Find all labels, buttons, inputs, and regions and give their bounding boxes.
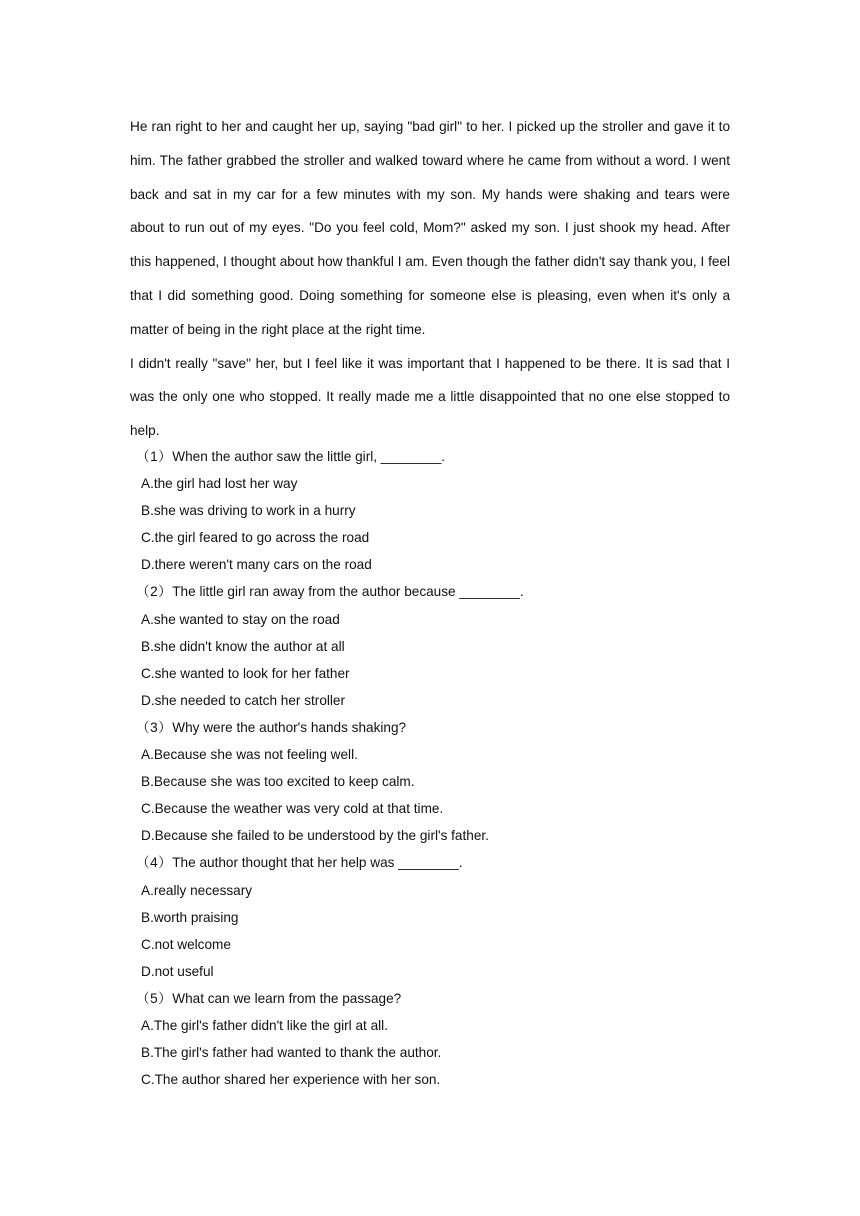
question-number: （3）: [136, 719, 173, 735]
answer-option: C.The author shared her experience with her son.: [141, 1072, 441, 1088]
answer-option: D.Because she failed to be understood by the girl's father.: [141, 828, 489, 844]
question-stem: [130, 849, 750, 876]
answer-option: B.worth praising: [141, 909, 239, 925]
answer-option: C.Because the weather was very cold at that time.: [141, 801, 444, 817]
answer-option: B.she didn't know the author at all: [141, 638, 345, 654]
question-number: （2）: [136, 584, 173, 600]
question-text: What can we learn from the passage?: [172, 990, 402, 1006]
question-text: When the author saw the little girl, ________.: [172, 449, 446, 464]
reading-passage: [130, 110, 730, 448]
question-text: The author thought that her help was ________.: [172, 855, 463, 871]
passage-paragraph: He ran right to her and caught her up, saying "bad girl" to her. I picked up the stroller and gave it to him. The father grabbed the stroller and walked toward where he came from without a word. I went back and sat in my car for a few minutes with my son. My hands were shaking and tears were about to run out of my eyes. "Do you feel cold, Mom?" asked my son. I just shook my head. After this happened, I thought about how thankful I am. Even though the father didn't say thank you, I feel that I did something good. Doing something for someone else is pleasing, even when it's only a matter of being in the right place at the right time.: [130, 119, 730, 337]
answer-option: D.there weren't many cars on the road: [141, 557, 372, 573]
answer-option: C.not welcome: [141, 936, 231, 952]
answer-option: B.Because she was too excited to keep calm.: [141, 774, 415, 790]
question-3: [130, 714, 750, 849]
question-stem: [130, 443, 750, 470]
question-4: [130, 849, 750, 984]
answer-option: A.really necessary: [141, 882, 253, 898]
question-2: [130, 578, 750, 713]
answer-option: B.she was driving to work in a hurry: [141, 503, 356, 519]
answer-option: C.the girl feared to go across the road: [141, 530, 370, 546]
answer-option: A.the girl had lost her way: [141, 476, 298, 492]
question-stem: [130, 578, 750, 605]
question-stem: [130, 985, 750, 1012]
passage-paragraph: I didn't really "save" her, but I feel like it was important that I happened to be there. It is sad that I was the only one who stopped. It really made me a little disappointed that no one else stopped to help.: [130, 355, 730, 439]
question-list: [130, 443, 750, 1093]
answer-option: A.she wanted to stay on the road: [141, 611, 340, 627]
answer-option: D.not useful: [141, 963, 214, 979]
question-number: （5）: [136, 990, 173, 1006]
answer-option: C.she wanted to look for her father: [141, 665, 350, 681]
question-number: （1）: [136, 449, 173, 464]
question-text: The little girl ran away from the author because ________.: [172, 584, 524, 600]
question-text: Why were the author's hands shaking?: [172, 719, 407, 735]
answer-option: B.The girl's father had wanted to thank the author.: [141, 1045, 442, 1061]
question-1: [130, 443, 750, 578]
question-number: （4）: [136, 855, 173, 871]
answer-option: A.Because she was not feeling well.: [141, 747, 358, 763]
answer-option: A.The girl's father didn't like the girl at all.: [141, 1017, 388, 1033]
answer-option: D.she needed to catch her stroller: [141, 692, 346, 708]
question-5: [130, 985, 750, 1093]
question-stem: [130, 714, 750, 741]
